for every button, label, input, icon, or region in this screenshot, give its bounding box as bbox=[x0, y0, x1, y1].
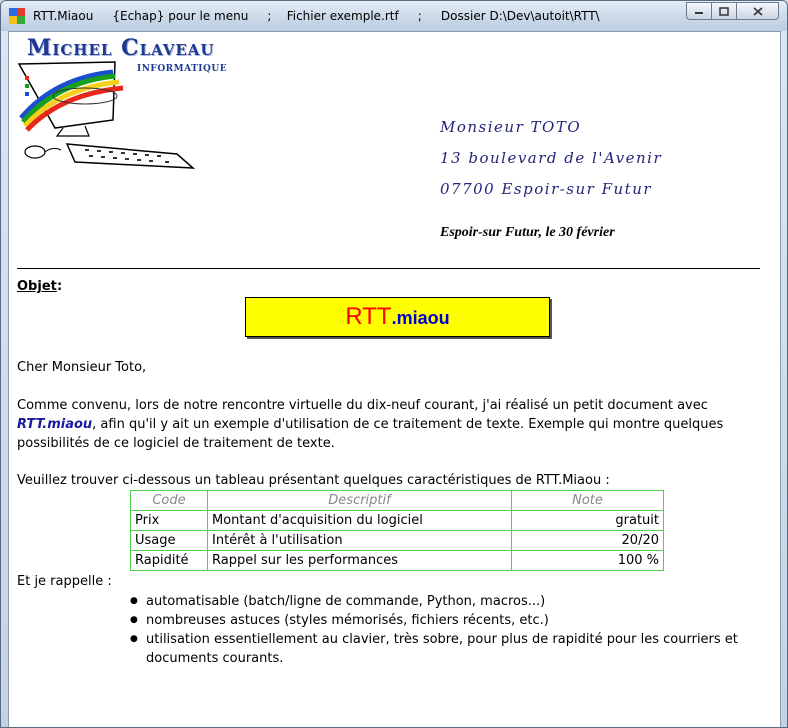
table-cell: Intérêt à l'utilisation bbox=[208, 531, 512, 551]
recipient-line-3: 07700 Espoir-sur Futur bbox=[440, 180, 653, 198]
table-cell: Montant d'acquisition du logiciel bbox=[208, 511, 512, 531]
table-cell: Rapidité bbox=[131, 551, 208, 571]
banner-part-1: RTT bbox=[345, 303, 392, 330]
table-header: Note bbox=[512, 491, 664, 511]
body-paragraph-1 bbox=[17, 396, 757, 453]
minimize-icon bbox=[694, 7, 704, 15]
features-table bbox=[130, 490, 664, 571]
reminder-text: Et je rappelle : bbox=[17, 574, 112, 589]
recipient-line-1: Monsieur TOTO bbox=[440, 118, 582, 136]
list-item: ● automatisable (batch/ligne de commande, Python, macros...) bbox=[130, 592, 760, 611]
table-cell: Prix bbox=[131, 511, 208, 531]
title-bar[interactable] bbox=[1, 1, 787, 31]
window-title: RTT.Miaou {Echap} pour le menu ; Fichier exemple.rtf ; Dossier D:\Dev\autoit\RTT\ bbox=[33, 9, 600, 23]
window-controls bbox=[686, 2, 779, 22]
letterhead-name: Michel Claveau bbox=[27, 35, 215, 61]
body-paragraph-2: Veuillez trouver ci-dessous un tableau présentant quelques caractéristiques de RTT.Miaou : bbox=[17, 473, 610, 488]
table-row bbox=[131, 511, 664, 531]
feature-bullet-list bbox=[130, 592, 760, 668]
table-cell: 20/20 bbox=[512, 531, 664, 551]
separator-line bbox=[17, 268, 760, 269]
date-line: Espoir-sur Futur, le 30 février bbox=[440, 225, 615, 240]
body-p1-end: , afin qu'il y ait un exemple d'utilisation de ce traitement de texte. Exemple qui montre quelques possibilités de ce logiciel de traitement de texte. bbox=[17, 417, 724, 451]
table-header: Code bbox=[131, 491, 208, 511]
objet-label: Objet bbox=[17, 279, 57, 294]
maximize-icon bbox=[719, 7, 729, 16]
table-cell: gratuit bbox=[512, 511, 664, 531]
greeting: Cher Monsieur Toto, bbox=[17, 360, 147, 375]
minimize-button[interactable] bbox=[686, 2, 711, 20]
body-p1-product: RTT.miaou bbox=[17, 417, 93, 432]
table-row bbox=[131, 551, 664, 571]
letterhead-subtitle: informatique bbox=[137, 60, 228, 75]
list-item: ● nombreuses astuces (styles mémorisés, fichiers récents, etc.) bbox=[130, 611, 760, 630]
body-p1-start: Comme convenu, lors de notre rencontre virtuelle du dix-neuf courant, j'ai réalisé un petit document avec bbox=[17, 398, 708, 413]
product-banner bbox=[245, 297, 550, 337]
table-header-row bbox=[131, 491, 664, 511]
table-cell: 100 % bbox=[512, 551, 664, 571]
table-cell: Rappel sur les performances bbox=[208, 551, 512, 571]
objet-colon: : bbox=[57, 279, 63, 294]
banner-part-2: .miaou bbox=[391, 308, 450, 328]
maximize-button[interactable] bbox=[711, 2, 736, 20]
recipient-line-2: 13 boulevard de l'Avenir bbox=[440, 149, 663, 167]
close-button[interactable] bbox=[736, 2, 779, 20]
table-row bbox=[131, 531, 664, 551]
computer-logo-icon bbox=[15, 58, 195, 173]
table-cell: Usage bbox=[131, 531, 208, 551]
table-header: Descriptif bbox=[208, 491, 512, 511]
list-item: ● utilisation essentiellement au clavier, très sobre, pour plus de rapidité pour les courriers et documents courants. bbox=[130, 630, 760, 668]
close-icon bbox=[753, 7, 763, 16]
app-icon[interactable] bbox=[9, 8, 25, 24]
document-area[interactable] bbox=[8, 31, 781, 728]
